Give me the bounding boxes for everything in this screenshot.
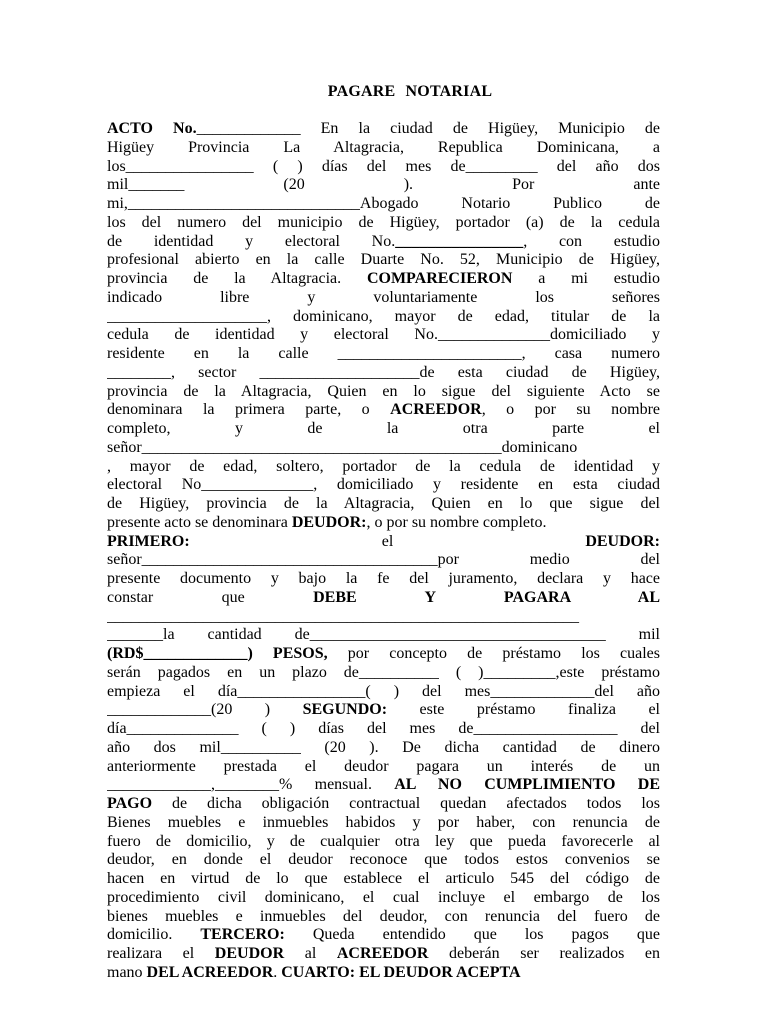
text-segment: mi,_____________________________Abogado Notario Publico de	[107, 195, 660, 212]
text-segment: provincia de la Altagracia.	[107, 270, 367, 287]
text-segment: los________________ ( ) días del mes de_________ del año dos	[107, 157, 660, 175]
text-segment: , o por su nombre	[481, 401, 660, 419]
text-segment: constar que	[107, 588, 314, 606]
text-segment: residente en la calle _______________________, casa numero	[107, 345, 660, 362]
text-segment: _______la cantidad de_____________________________________ mil	[107, 626, 660, 644]
text-segment: deudor, en donde el deudor reconoce que todos estos convenios se	[107, 851, 660, 869]
document-line	[107, 589, 660, 608]
text-segment: Bienes muebles e inmuebles habidos y por haber, con renuncia de	[107, 813, 660, 831]
document-line	[107, 233, 660, 252]
document-line	[107, 664, 660, 683]
document-line	[107, 158, 660, 177]
text-segment: .	[273, 963, 282, 981]
document-line	[107, 758, 660, 777]
bold-text: ACTO No.	[107, 120, 197, 137]
document-line	[107, 870, 660, 889]
text-segment: procedimiento civil dominicano, el cual incluye el embargo de los	[107, 888, 660, 906]
document-title: PAGARE NOTARIAL	[327, 83, 493, 100]
text-segment: completo, y de la otra parte el	[107, 420, 660, 437]
document-line	[107, 195, 660, 214]
text-segment: señor_____________________________________por medio del	[107, 551, 660, 569]
text-segment: electoral No______________, domiciliado y residente en esta ciudad	[107, 476, 660, 494]
document-line	[107, 139, 660, 158]
document-line	[107, 308, 660, 327]
text-segment: indicado libre y voluntariamente los señores	[107, 288, 660, 306]
bold-text: ACREEDOR	[390, 401, 482, 419]
text-segment: ___________________________________________________________	[107, 607, 579, 625]
bold-text: SEGUNDO:	[302, 701, 388, 719]
text-segment: ____________________, dominicano, mayor de edad, titular de la	[107, 307, 660, 325]
text-segment: _____________(20 )	[107, 701, 303, 719]
document-line	[107, 739, 660, 758]
text-segment: a mi estudio	[512, 270, 660, 287]
text-segment: denominara la primera parte, o	[107, 401, 391, 419]
document-line	[107, 570, 660, 589]
document-line	[107, 795, 660, 814]
document-line	[107, 345, 660, 364]
bold-text: DEUDOR:	[585, 532, 660, 550]
bold-text: TERCERO:	[200, 926, 285, 944]
text-segment: anteriormente prestada el deudor pagara un interés de un	[107, 757, 660, 775]
text-segment: de identidad y electoral No.	[107, 232, 396, 250]
document-line	[107, 889, 660, 908]
text-segment: profesional abierto en la calle Duarte No. 52, Municipio de Higüey,	[107, 251, 660, 269]
text-segment: empieza el día________________( ) del mes_____________del año	[107, 682, 660, 700]
document-line	[107, 439, 660, 458]
bold-text: DEUDOR	[214, 945, 285, 962]
document-line	[107, 833, 660, 852]
document-line	[107, 476, 660, 495]
bold-text: PAGO	[107, 795, 153, 812]
document-line	[107, 964, 660, 983]
text-segment: día______________ ( ) días del mes de__________________ del	[107, 720, 660, 737]
text-segment: de Higüey, provincia de la Altagracia, Quien en lo que sigue del	[107, 495, 660, 512]
text-segment: serán pagados en un plazo de__________ ( )_________,este préstamo	[107, 663, 660, 681]
text-segment: bienes muebles e inmuebles del deudor, con renuncia del fuero de	[107, 907, 660, 925]
document-line	[107, 495, 660, 514]
document-line	[107, 514, 660, 533]
document-line	[107, 176, 660, 195]
document-line	[107, 401, 660, 420]
text-segment: de dicha obligación contractual quedan afectados todos los	[152, 795, 660, 812]
document-line	[107, 945, 660, 964]
text-segment: hacen en virtud de lo que establece el articulo 545 del código de	[107, 870, 660, 887]
text-segment: mil_______ (20 ). Por ante	[107, 176, 660, 194]
bold-text: DEBE Y PAGARA AL	[313, 588, 660, 606]
text-segment: al	[284, 945, 337, 962]
document-line	[107, 720, 660, 739]
document-line	[107, 814, 660, 833]
document-line	[107, 851, 660, 870]
document-line	[107, 420, 660, 439]
text-segment: ________, sector ____________________de esta ciudad de Higüey,	[107, 363, 660, 381]
bold-text: (RD$_____________)	[107, 645, 253, 662]
text-segment: este préstamo finaliza el	[387, 701, 660, 719]
bold-text: AL NO CUMPLIMIENTO DE	[394, 776, 660, 794]
text-segment: presente acto se denominara	[107, 513, 292, 531]
document-line	[107, 364, 660, 383]
document-line	[107, 551, 660, 570]
document-line	[107, 776, 660, 795]
bold-text: ________________	[395, 232, 524, 250]
text-segment: fuero de domicilio, y de cualquier otra ley que pueda favorecerle al	[107, 832, 660, 850]
document-line	[107, 458, 660, 477]
bold-text: ACREEDOR	[336, 945, 429, 962]
document-line	[107, 270, 660, 289]
text-segment: los del numero del municipio de Higüey, portador (a) de la cedula	[107, 213, 660, 231]
document-line	[107, 214, 660, 233]
bold-text: PESOS,	[272, 645, 328, 662]
document-line	[107, 908, 660, 927]
text-segment: señor_____________________________________________dominicano	[107, 438, 578, 456]
text-segment: Queda entendido que los pagos que	[284, 926, 660, 944]
text-segment: el	[189, 532, 586, 550]
text-segment: realizara el	[107, 945, 215, 962]
document-line	[107, 926, 660, 945]
document-body	[107, 120, 660, 983]
text-segment: , con estudio	[523, 232, 660, 250]
bold-text: COMPARECIERON	[366, 270, 513, 287]
text-segment: provincia de la Altagracia, Quien en lo sigue del siguiente Acto se	[107, 382, 660, 400]
document-line	[107, 289, 660, 308]
document-line	[107, 533, 660, 552]
document-line	[107, 701, 660, 720]
document-line	[107, 383, 660, 402]
text-segment: Higüey Provincia La Altagracia, Republica Dominicana, a	[107, 138, 660, 156]
bold-text: PRIMERO:	[107, 532, 190, 550]
text-segment: , mayor de edad, soltero, portador de la cedula de identidad y	[107, 457, 660, 475]
document-line	[107, 626, 660, 645]
document-line	[107, 683, 660, 702]
bold-text: DEL ACREEDOR	[146, 963, 274, 981]
text-segment: domicilio.	[107, 926, 201, 944]
document-line	[107, 326, 660, 345]
text-segment: _____________ En la ciudad de Higüey, Municipio de	[196, 120, 660, 137]
document-line	[107, 608, 660, 627]
text-segment: _____________,________% mensual.	[107, 776, 395, 794]
bold-text: CUARTO: EL DEUDOR ACEPTA	[281, 963, 521, 981]
document-line	[107, 645, 660, 664]
bold-text: DEUDOR:	[291, 513, 367, 531]
text-segment: deberán ser realizados en	[428, 945, 660, 962]
text-segment: cedula de identidad y electoral No.______________domiciliado y	[107, 326, 660, 344]
text-segment: año dos mil__________ (20 ). De dicha cantidad de dinero	[107, 738, 660, 756]
text-segment: presente documento y bajo la fe del juramento, declara y hace	[107, 570, 660, 587]
document-line	[107, 251, 660, 270]
text-segment	[253, 645, 273, 662]
text-segment: por concepto de préstamo los cuales	[327, 645, 660, 662]
text-segment: , o por su nombre completo.	[366, 513, 547, 531]
text-segment: mano	[107, 963, 147, 981]
document-line	[107, 120, 660, 139]
